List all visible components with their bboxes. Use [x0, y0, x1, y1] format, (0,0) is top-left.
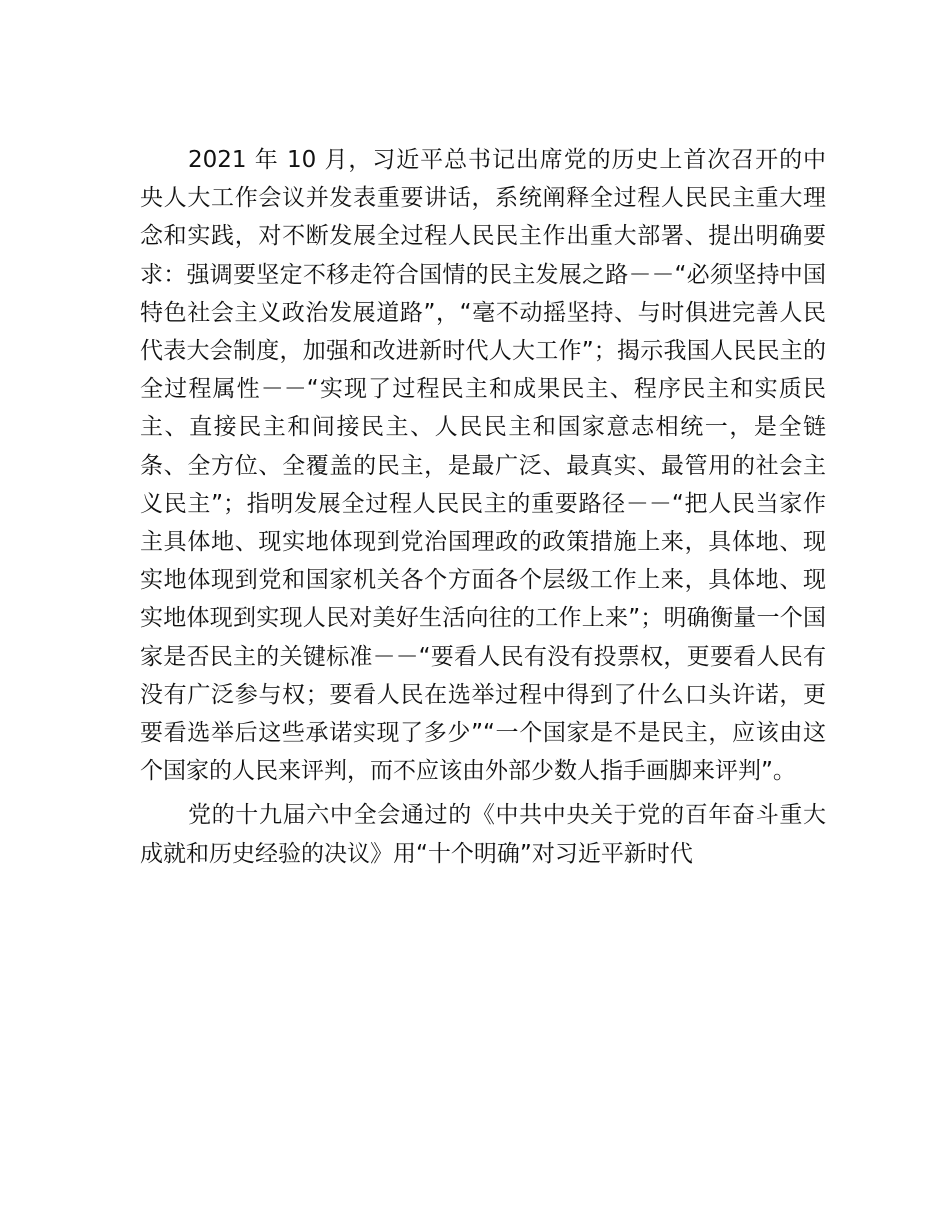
document-body [140, 141, 826, 873]
paragraph-1: 2021 年 10 月，习近平总书记出席党的历史上首次召开的中央人大工作会议并发表重要讲话，系统阐释全过程人民民主重大理念和实践，对不断发展全过程人民民主作出重大部署、提出明确要求：强调要坚定不移走符合国情的民主发展之路－－“必须坚持中国特色社会主义政治发展道路”，“毫不动摇坚持、与时俱进完善人民代表大会制度，加强和改进新时代人大工作”；揭示我国人民民主的全过程属性－－“实现了过程民主和成果民主、程序民主和实质民主、直接民主和间接民主、人民民主和国家意志相统一，是全链条、全方位、全覆盖的民主，是最广泛、最真实、最管用的社会主义民主”；指明发展全过程人民民主的重要路径－－“把人民当家作主具体地、现实地体现到党治国理政的政策措施上来，具体地、现实地体现到党和国家机关各个方面各个层级工作上来，具体地、现实地体现到实现人民对美好生活向往的工作上来”；明确衡量一个国家是否民主的关键标准－－“要看人民有没有投票权，更要看人民有没有广泛参与权；要看人民在选举过程中得到了什么口头许诺，更要看选举后这些承诺实现了多少”“一个国家是不是民主，应该由这个国家的人民来评判，而不应该由外部少数人指手画脚来评判”。 [140, 147, 826, 785]
paragraph-2: 党的十九届六中全会通过的《中共中央关于党的百年奋斗重大成就和历史经验的决议》用“十个明确”对习近平新时代 [140, 802, 826, 867]
